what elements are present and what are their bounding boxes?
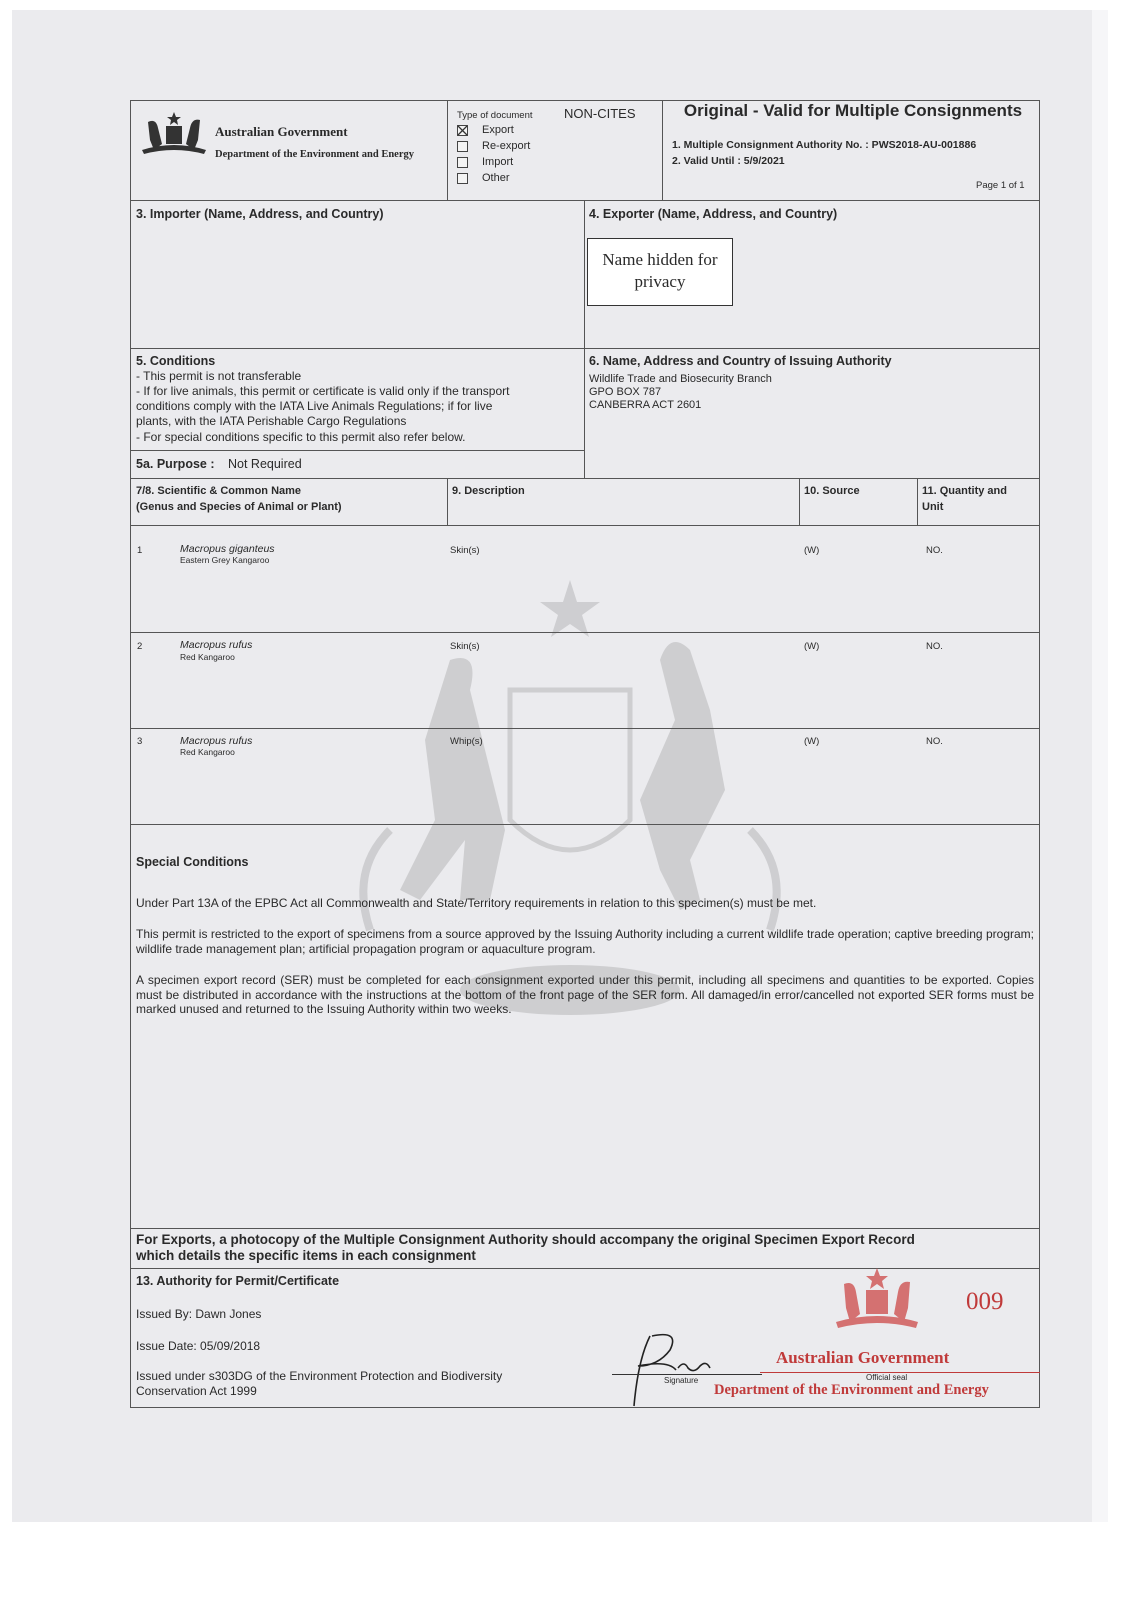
condition-line: - If for live animals, this permit or certificate is valid only if the transport (136, 384, 510, 398)
seal-department: Department of the Environment and Energy (714, 1382, 989, 1398)
divider (131, 450, 585, 451)
purpose-label: 5a. Purpose : (136, 457, 215, 471)
cites-status: NON-CITES (564, 106, 636, 121)
condition-line: - This permit is not transferable (136, 369, 302, 383)
row-number: 1 (137, 545, 143, 556)
divider (131, 478, 1039, 479)
divider (662, 101, 663, 200)
doc-type-import: Import (482, 156, 514, 168)
doc-type-reexport: Re-export (482, 140, 531, 152)
divider (799, 478, 800, 525)
issuing-authority-line: Wildlife Trade and Biosecurity Branch (589, 373, 772, 385)
divider (131, 348, 1039, 349)
description: Skin(s) (450, 545, 480, 556)
condition-line: conditions comply with the IATA Live Animals Regulations; if for live (136, 399, 493, 413)
signature (610, 1330, 730, 1410)
paper-edge (1092, 10, 1108, 1522)
privacy-redaction-box: Name hidden for privacy (587, 238, 733, 306)
checked-x-icon (457, 125, 468, 136)
purpose-value: Not Required (228, 457, 302, 471)
condition-line: plants, with the IATA Perishable Cargo Regulations (136, 414, 407, 428)
seal-label: Official seal (866, 1373, 908, 1382)
australian-government-crest-icon (138, 110, 210, 158)
divider (131, 200, 1039, 201)
condition-line: - For special conditions specific to this permit also refer below. (136, 430, 466, 444)
importer-label: 3. Importer (Name, Address, and Country) (136, 207, 384, 221)
gov-name: Australian Government (215, 124, 348, 139)
page-number: Page 1 of 1 (976, 180, 1025, 191)
permit-form (130, 100, 1040, 1408)
issue-date: Issue Date: 05/09/2018 (136, 1339, 261, 1353)
divider (131, 824, 1039, 825)
issuing-authority-label: 6. Name, Address and Country of Issuing Authority (589, 354, 892, 368)
reexport-checkbox[interactable] (457, 141, 468, 152)
description: Skin(s) (450, 641, 480, 652)
other-checkbox[interactable] (457, 173, 468, 184)
issuing-authority-line: CANBERRA ACT 2601 (589, 399, 702, 411)
import-checkbox[interactable] (457, 157, 468, 168)
col-quantity-header: Unit (922, 501, 944, 513)
col-quantity-header: 11. Quantity and (922, 485, 1007, 497)
col-species-header: 7/8. Scientific & Common Name (136, 485, 302, 497)
divider (131, 728, 1039, 729)
document-title: Original - Valid for Multiple Consignments (683, 101, 1023, 120)
quantity: NO. (926, 736, 943, 747)
common-name: Red Kangaroo (180, 652, 235, 662)
exports-note: which details the specific items in each consignment (136, 1248, 476, 1263)
quantity: NO. (926, 641, 943, 652)
authority-label: 13. Authority for Permit/Certificate (136, 1274, 340, 1288)
scientific-name: Macropus giganteus (180, 543, 275, 555)
scientific-name: Macropus rufus (180, 735, 253, 747)
col-species-header: (Genus and Species of Animal or Plant) (136, 501, 342, 513)
signature-label: Signature (664, 1376, 699, 1385)
divider (131, 632, 1039, 633)
issued-under: Conservation Act 1999 (136, 1384, 257, 1398)
doc-type-other: Other (482, 172, 510, 184)
valid-until: 2. Valid Until : 5/9/2021 (672, 155, 785, 167)
common-name: Red Kangaroo (180, 747, 235, 757)
seal-number: 009 (966, 1288, 1004, 1315)
common-name: Eastern Grey Kangaroo (180, 555, 270, 565)
special-conditions-label: Special Conditions (136, 855, 249, 869)
special-condition-paragraph: This permit is restricted to the export of specimens from a source approved by the Issuing Authority including a current wildlife trade operation; captive breeding program; wildlife trade management plan; artificial propagation program or aquaculture program. (136, 927, 1034, 956)
row-number: 3 (137, 736, 143, 747)
special-condition-paragraph: Under Part 13A of the EPBC Act all Commonwealth and State/Territory requirements in relation to this specimen(s) must be met. (136, 896, 817, 910)
divider (447, 101, 448, 200)
source: (W) (804, 641, 820, 652)
source: (W) (804, 545, 820, 556)
divider (917, 478, 918, 525)
divider (131, 525, 1039, 526)
official-seal-crest-icon (832, 1266, 922, 1336)
special-condition-paragraph: A specimen export record (SER) must be completed for each consignment exported under this permit, including all specimens and quantities to be exported. Copies must be distributed in accordance with the instructions at the bottom of the front page of the SER form. All damaged/in error/cancelled not exported SER forms must be marked unused and returned to the Issuing Authority within two weeks. (136, 973, 1034, 1016)
col-source-header: 10. Source (804, 485, 860, 497)
signature-line (612, 1374, 762, 1375)
doc-type-export: Export (482, 124, 514, 136)
divider (131, 1228, 1039, 1229)
row-number: 2 (137, 641, 143, 652)
col-description-header: 9. Description (452, 485, 525, 497)
description: Whip(s) (450, 736, 483, 747)
issuing-authority-line: GPO BOX 787 (589, 386, 662, 398)
authority-number: 1. Multiple Consignment Authority No. : PWS2018-AU-001886 (672, 139, 977, 151)
scientific-name: Macropus rufus (180, 639, 253, 651)
exporter-label: 4. Exporter (Name, Address, and Country) (589, 207, 838, 221)
exports-note: For Exports, a photocopy of the Multiple Consignment Authority should accompany the original Specimen Export Record (136, 1232, 915, 1247)
quantity: NO. (926, 545, 943, 556)
type-of-document-label: Type of document (457, 110, 533, 121)
issued-under: Issued under s303DG of the Environment Protection and Biodiversity (136, 1369, 503, 1383)
divider (584, 200, 585, 478)
conditions-label: 5. Conditions (136, 354, 216, 368)
divider (447, 478, 448, 525)
issued-by: Issued By: Dawn Jones (136, 1307, 262, 1321)
seal-gov-name: Australian Government (776, 1348, 950, 1367)
source: (W) (804, 736, 820, 747)
export-checkbox[interactable] (457, 125, 468, 136)
department-name: Department of the Environment and Energy (215, 149, 415, 160)
